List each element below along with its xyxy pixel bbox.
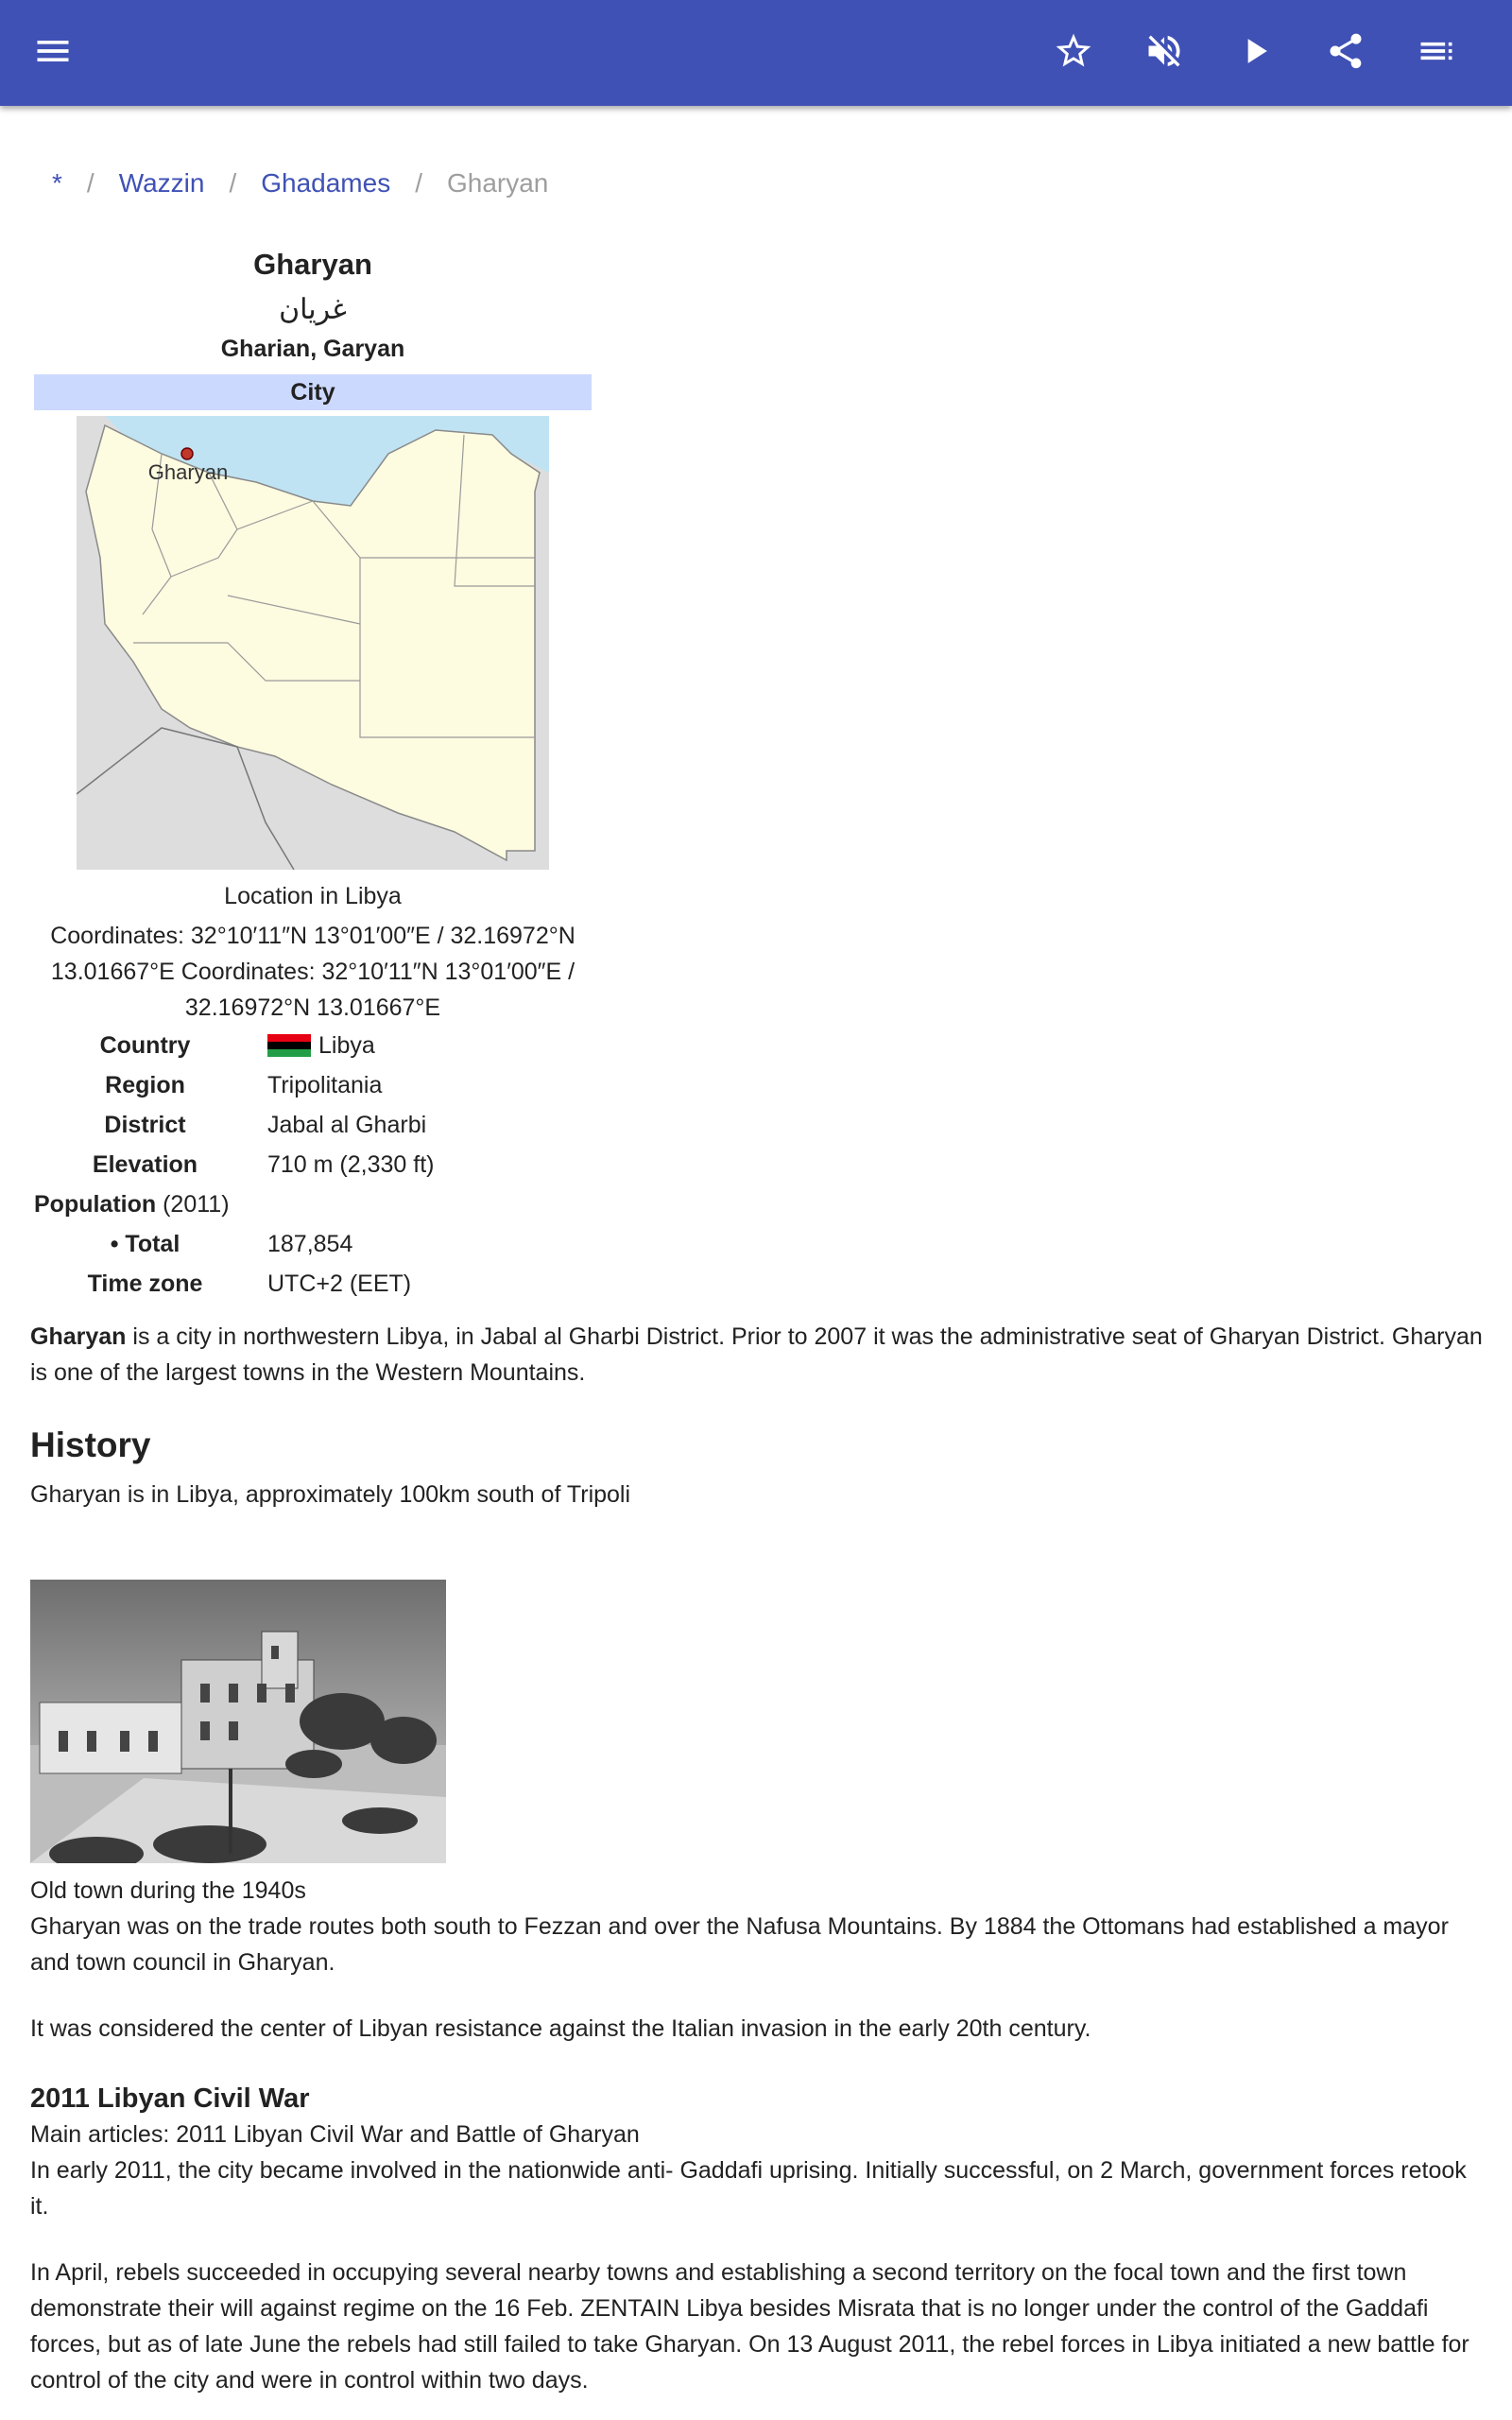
resistance-paragraph: It was considered the center of Libyan resistance against the Italian invasion in the early 20th century.: [30, 2015, 1091, 2042]
volume-off-icon: [1143, 30, 1185, 77]
intro-paragraph: [30, 1319, 1486, 1391]
infobox-settlement-type: City: [34, 374, 592, 410]
history-section: [30, 1427, 1486, 1463]
infobox-row-population: [34, 1184, 592, 1224]
libya-flag-icon: [267, 1034, 311, 1057]
toc-list-icon: [1416, 30, 1457, 77]
infobox-label: Time zone: [87, 1270, 203, 1297]
infobox-value: 187,854: [267, 1230, 353, 1257]
share-button[interactable]: [1317, 25, 1374, 81]
infobox-label: Elevation: [92, 1150, 198, 1178]
infobox-label: • Total: [110, 1230, 180, 1257]
breadcrumb: [52, 168, 548, 199]
play-icon: [1234, 30, 1276, 77]
infobox-row-region: [34, 1065, 592, 1105]
april-paragraph: In April, rebels succeeded in occupying several nearby towns and establishing a second territory on the focal town and the first town demonstrate their will against regime on the 16 Feb. ZENTAIN Libya besides Misrata that is no longer under the control of the Gaddafi forces, but as of late June the rebels had still failed to take Gharyan. On 13 August 2011, the rebel forces in Libya initiated a new battle for control of the city and were in control within two days.: [30, 2259, 1469, 2394]
infobox-label: Country: [99, 1031, 191, 1059]
infobox-native-name: غريان: [279, 294, 347, 325]
breadcrumb-home-link[interactable]: *: [52, 168, 62, 198]
infobox: [34, 244, 592, 1304]
infobox-value: Jabal al Gharbi: [267, 1111, 427, 1138]
infobox-title: Gharyan: [253, 248, 372, 281]
breadcrumb-separator: /: [86, 168, 94, 198]
infobox-row-country: [34, 1026, 592, 1065]
infobox-value: UTC+2 (EET): [267, 1270, 412, 1297]
intro-bold-term: Gharyan: [30, 1323, 127, 1350]
libya-map-image: [77, 416, 549, 870]
breadcrumb-link-wazzin[interactable]: Wazzin: [118, 168, 205, 198]
breadcrumb-link-ghadames[interactable]: Ghadames: [261, 168, 391, 198]
intro-text: is a city in northwestern Libya, in Jabal al Gharbi District. Prior to 2007 it was the administrative seat of Gharyan District. Gharyan is one of the largest towns in the Western Mountains.: [30, 1323, 1483, 1386]
infobox-label-population: [34, 1191, 230, 1219]
main-articles-note[interactable]: Main articles: 2011 Libyan Civil War and Battle of Gharyan: [30, 2121, 640, 2148]
city-marker: [181, 448, 193, 459]
infobox-value: [256, 1032, 592, 1060]
breadcrumb-current: Gharyan: [446, 168, 549, 198]
menu-button[interactable]: [25, 25, 81, 81]
old-town-image: [30, 1580, 446, 1863]
old-town-photo[interactable]: [30, 1580, 446, 1863]
infobox-label: Region: [105, 1071, 185, 1098]
infobox-value: 710 m (2,330 ft): [267, 1150, 435, 1178]
civil-war-heading: 2011 Libyan Civil War: [30, 2083, 310, 2114]
history-body: [30, 1873, 1486, 2398]
infobox-label: Population: [34, 1190, 157, 1218]
trade-paragraph: Gharyan was on the trade routes both south to Fezzan and over the Nafusa Mountains. By 1884 the Ottomans had established a mayor and town council in Gharyan.: [30, 1913, 1449, 1976]
coordinates-text[interactable]: Coordinates: 32°10′11″N 13°01′00″E / 32.16972°N 13.01667°E Coordinates: 32°10′11″N 13°01′00″E / 32.16972°N 13.01667°E: [50, 923, 576, 1021]
history-heading: History: [30, 1426, 151, 1464]
menu-icon: [32, 30, 74, 77]
infobox-value: Tripolitania: [267, 1071, 383, 1098]
contents-button[interactable]: [1408, 25, 1465, 81]
infobox-value: (2011): [163, 1190, 230, 1218]
civil-war-paragraph: In early 2011, the city became involved in the nationwide anti- Gaddafi uprising. Initially successful, on 2 March, government forces retook it.: [30, 2157, 1467, 2220]
map-caption: Location in Libya: [224, 883, 402, 909]
infobox-other-names: Gharian, Garyan: [220, 336, 405, 362]
breadcrumb-separator: /: [229, 168, 237, 198]
map-label: Gharyan: [147, 460, 229, 484]
infobox-row-district: [34, 1105, 592, 1145]
share-icon: [1325, 30, 1366, 77]
app-toolbar: [0, 0, 1512, 106]
infobox-row-total: [34, 1224, 592, 1264]
infobox-table: [34, 1026, 592, 1304]
infobox-row-elevation: [34, 1145, 592, 1184]
star-icon: [1053, 30, 1094, 77]
infobox-row-timezone: [34, 1264, 592, 1304]
history-intro: [30, 1477, 1486, 1512]
location-map[interactable]: [77, 416, 549, 870]
bookmark-button[interactable]: [1045, 25, 1102, 81]
photo-caption: Old town during the 1940s: [30, 1877, 306, 1904]
infobox-label: District: [104, 1111, 186, 1138]
play-button[interactable]: [1227, 25, 1283, 81]
mute-button[interactable]: [1136, 25, 1193, 81]
country-link[interactable]: Libya: [318, 1031, 375, 1059]
history-line: Gharyan is in Libya, approximately 100km south of Tripoli: [30, 1481, 631, 1508]
breadcrumb-separator: /: [415, 168, 422, 198]
